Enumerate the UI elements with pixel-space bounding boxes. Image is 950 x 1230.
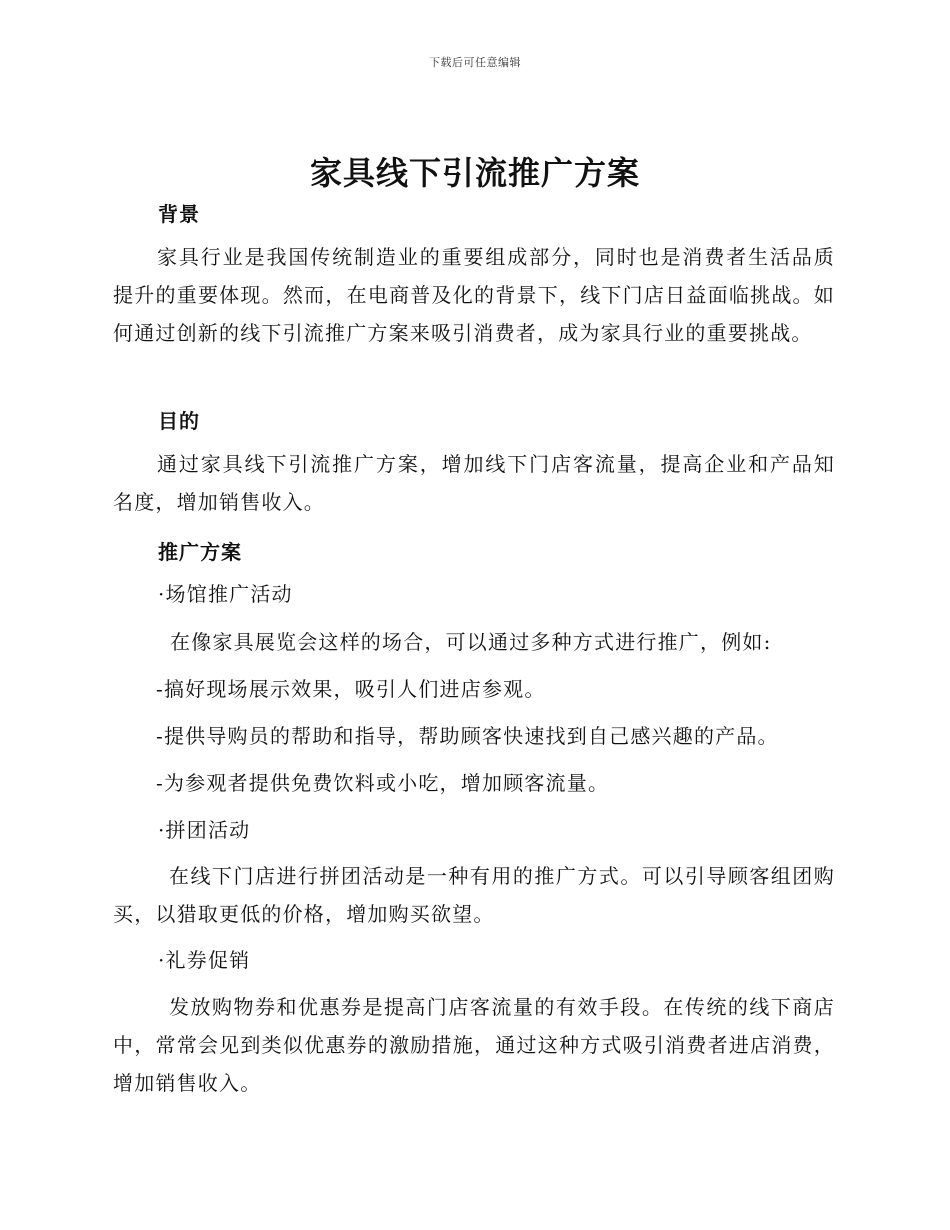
subsection-title-group-buy: ·拼团活动 xyxy=(158,818,251,842)
page-header-note: 下载后可任意编辑 xyxy=(429,56,521,69)
subsection-title-coupon: ·礼券促销 xyxy=(158,948,251,972)
venue-intro: 在像家具展览会这样的场合，可以通过多种方式进行推广，例如: xyxy=(170,630,772,654)
venue-list-item: -为参观者提供免费饮料或小吃，增加顾客流量。 xyxy=(156,771,610,795)
section-heading-purpose: 目的 xyxy=(158,409,200,433)
background-paragraph: 家具行业是我国传统制造业的重要组成部分，同时也是消费者生活品质提升的重要体现。然而，在电商普及化的背景下，线下门店日益面临挑战。如何通过创新的线下引流推广方案来吸引消费者，成为家具行业的重要挑战。 xyxy=(113,245,835,345)
purpose-paragraph: 通过家具线下引流推广方案，增加线下门店客流量，提高企业和产品知名度，增加销售收入。 xyxy=(113,452,835,514)
subsection-title-venue: ·场馆推广活动 xyxy=(158,582,293,606)
venue-list-item: -提供导购员的帮助和指导，帮助顾客快速找到自己感兴趣的产品。 xyxy=(156,724,779,748)
document-title: 家具线下引流推广方案 xyxy=(309,154,640,192)
venue-list-item: -搞好现场展示效果，吸引人们进店参观。 xyxy=(156,677,546,701)
group-buy-paragraph: 在线下门店进行拼团活动是一种有用的推广方式。可以引导顾客组团购买，以猎取更低的价格，增加购买欲望。 xyxy=(113,864,835,926)
section-heading-background: 背景 xyxy=(158,202,200,226)
coupon-paragraph: 发放购物券和优惠券是提高门店客流量的有效手段。在传统的线下商店中，常常会见到类似优惠券的激励措施，通过这种方式吸引消费者进店消费，增加销售收入。 xyxy=(113,995,835,1095)
section-heading-plan: 推广方案 xyxy=(158,540,242,564)
